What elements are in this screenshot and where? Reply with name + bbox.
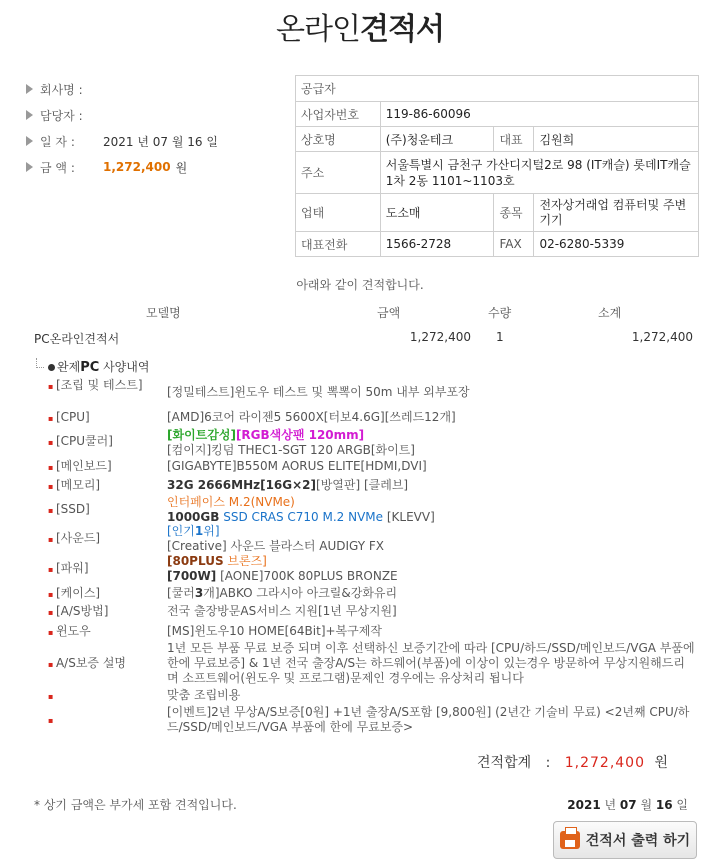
spec-value: 맞춤 조립비용 <box>167 688 241 702</box>
line-model: PC온라인견적서 <box>34 332 120 346</box>
fax-value: 02-6280-5339 <box>534 232 699 257</box>
spec-label: ▪ [CPU쿨러] <box>48 434 158 450</box>
business-item-label: 종목 <box>494 194 534 232</box>
manager-row <box>26 106 103 124</box>
spec-label: ▪ [SSD] <box>48 502 158 518</box>
line-subtotal: 1,272,400 <box>631 330 693 344</box>
spec-label: ▪ 윈도우 <box>48 624 158 640</box>
spec-label: ▪ A/S보증 설명 <box>48 656 158 672</box>
date-label: 일 자 : <box>40 134 75 149</box>
spec-label: ▪ [사운드] <box>48 531 158 547</box>
ceo-value: 김원희 <box>534 127 699 152</box>
issue-date: 2021 년 07 월 16 일 <box>567 798 688 812</box>
spec-label: ▪ [케이스] <box>48 586 158 602</box>
column-subtotal: 소계 <box>598 306 622 320</box>
print-button-label: 견적서 출력 하기 <box>585 833 691 849</box>
chevron-right-icon <box>26 84 34 94</box>
fax-label: FAX <box>494 232 534 257</box>
spec-value: [인기1위] [Creative] 사운드 블라스터 AUDIGY FX <box>167 524 385 553</box>
amount-label: 금 액 : <box>40 160 75 175</box>
spec-label <box>48 688 158 704</box>
spec-value: [AMD]6코어 라이젠5 5600X[터보4.6G][쓰레드12개] <box>167 410 456 424</box>
manager-label: 담당자 : <box>40 108 83 123</box>
chevron-right-icon <box>26 162 34 172</box>
chevron-right-icon <box>26 136 34 146</box>
amount-row <box>26 158 187 176</box>
spec-title: 완제PC 사양내역 <box>48 358 149 375</box>
total-value: 1,272,400 <box>564 755 646 771</box>
spec-value: [이벤트]2년 무상A/S보증[0원] +1년 출장A/S포함 [9,800원] (2년간 기술비 무료) <2년째 CPU/하드/SSD/메인보드/VGA 부품에 한에 무료보증> <box>167 705 690 734</box>
page-title: 온라인견적서 <box>276 12 444 47</box>
spec-label: ▪ [A/S방법] <box>48 604 158 620</box>
phone-value: 1566-2728 <box>380 232 494 257</box>
total-separator: : <box>545 755 551 771</box>
spec-value: 1년 모든 부품 무료 보증 되며 이후 선택하신 보증기간에 따라 [CPU/하드/SSD/메인보드/VGA 부품에 한에 무료보증] & 1년 전국 출장A/S는 하드웨어(부품)에 이상이 있는경우 방문하여 무상지원해드리며 소프트웨어(윈도우 및 프로그램)문제인 경우에는 유상처리 됩니다 <box>167 641 695 685</box>
spec-label: ▪ [메모리] <box>48 478 158 494</box>
phone-label: 대표전화 <box>296 232 381 257</box>
reg-number-value: 119-86-60096 <box>380 102 698 127</box>
business-type-value: 도소매 <box>380 194 494 232</box>
spec-value: 32G 2666MHz[16G×2][방열판] [클레브] <box>167 478 409 492</box>
column-price: 금액 <box>377 306 401 320</box>
spec-label: ▪ [조립 및 테스트] <box>48 378 158 394</box>
amount-unit: 원 <box>175 160 188 175</box>
company-name-label: 상호명 <box>296 127 381 152</box>
spec-value: [MS]윈도우10 HOME[64Bit]+복구제작 <box>167 624 382 638</box>
printer-icon <box>560 831 580 849</box>
spec-label: ▪ [메인보드] <box>48 459 158 475</box>
total-label: 견적합계 <box>477 755 532 771</box>
spec-label: ▪ [파워] <box>48 561 158 577</box>
supplier-header: 공급자 <box>296 76 699 102</box>
date-value: 2021 년 07 월 16 일 <box>103 134 218 149</box>
ceo-label: 대표 <box>494 127 534 152</box>
spec-label <box>48 712 158 728</box>
estimate-total <box>477 752 668 772</box>
date-row <box>26 132 218 150</box>
spec-value: [80PLUS 브론즈] [700W] [AONE]700K 80PLUS BRONZE <box>167 554 398 583</box>
business-item-value: 전자상거래업 컴퓨터및 주변기기 <box>534 194 699 232</box>
amount-value: 1,272,400 <box>103 160 171 174</box>
column-qty: 수량 <box>488 306 512 320</box>
spec-value: [쿨러3개]ABKO 그라시아 아크릴&강화유리 <box>167 586 398 600</box>
print-estimate-button[interactable] <box>553 821 697 859</box>
spec-value: [화이트감성][RGB색상팬 120mm] [컴이지]킹덤 THEC1-SGT 120 ARGB[화이트] <box>167 428 415 457</box>
address-value: 서울특별시 금천구 가산디지털2로 98 (IT캐슬) 롯데IT캐슬 1차 2동 1101~1103호 <box>380 152 698 194</box>
company-row <box>26 80 103 98</box>
address-label: 주소 <box>296 152 381 194</box>
total-unit: 원 <box>654 755 668 771</box>
chevron-right-icon <box>26 110 34 120</box>
company-name-value: (주)청운테크 <box>380 127 494 152</box>
spec-value: 전국 출장방문AS서비스 지원[1년 무상지원] <box>167 604 397 618</box>
vat-footnote: * 상기 금액은 부가세 포함 견적입니다. <box>34 798 237 812</box>
reg-number-label: 사업자번호 <box>296 102 381 127</box>
spec-value: 인터페이스 M.2(NVMe) 1000GB SSD CRAS C710 M.2 NVMe [KLEVV] <box>167 495 435 524</box>
business-type-label: 업태 <box>296 194 381 232</box>
column-model: 모델명 <box>146 306 181 320</box>
line-price: 1,272,400 <box>409 330 471 344</box>
company-label: 회사명 : <box>40 82 83 97</box>
bullet-icon <box>48 364 55 371</box>
spec-label: ▪ [CPU] <box>48 410 158 426</box>
line-qty: 1 <box>496 330 504 344</box>
spec-value: [정밀테스트]윈도우 테스트 및 뽁뽁이 50m 내부 외부포장 <box>167 385 470 399</box>
supplier-table <box>295 75 699 257</box>
estimate-notice: 아래와 같이 견적합니다. <box>296 278 424 292</box>
tree-connector <box>36 358 44 368</box>
spec-value: [GIGABYTE]B550M AORUS ELITE[HDMI,DVI] <box>167 459 427 473</box>
